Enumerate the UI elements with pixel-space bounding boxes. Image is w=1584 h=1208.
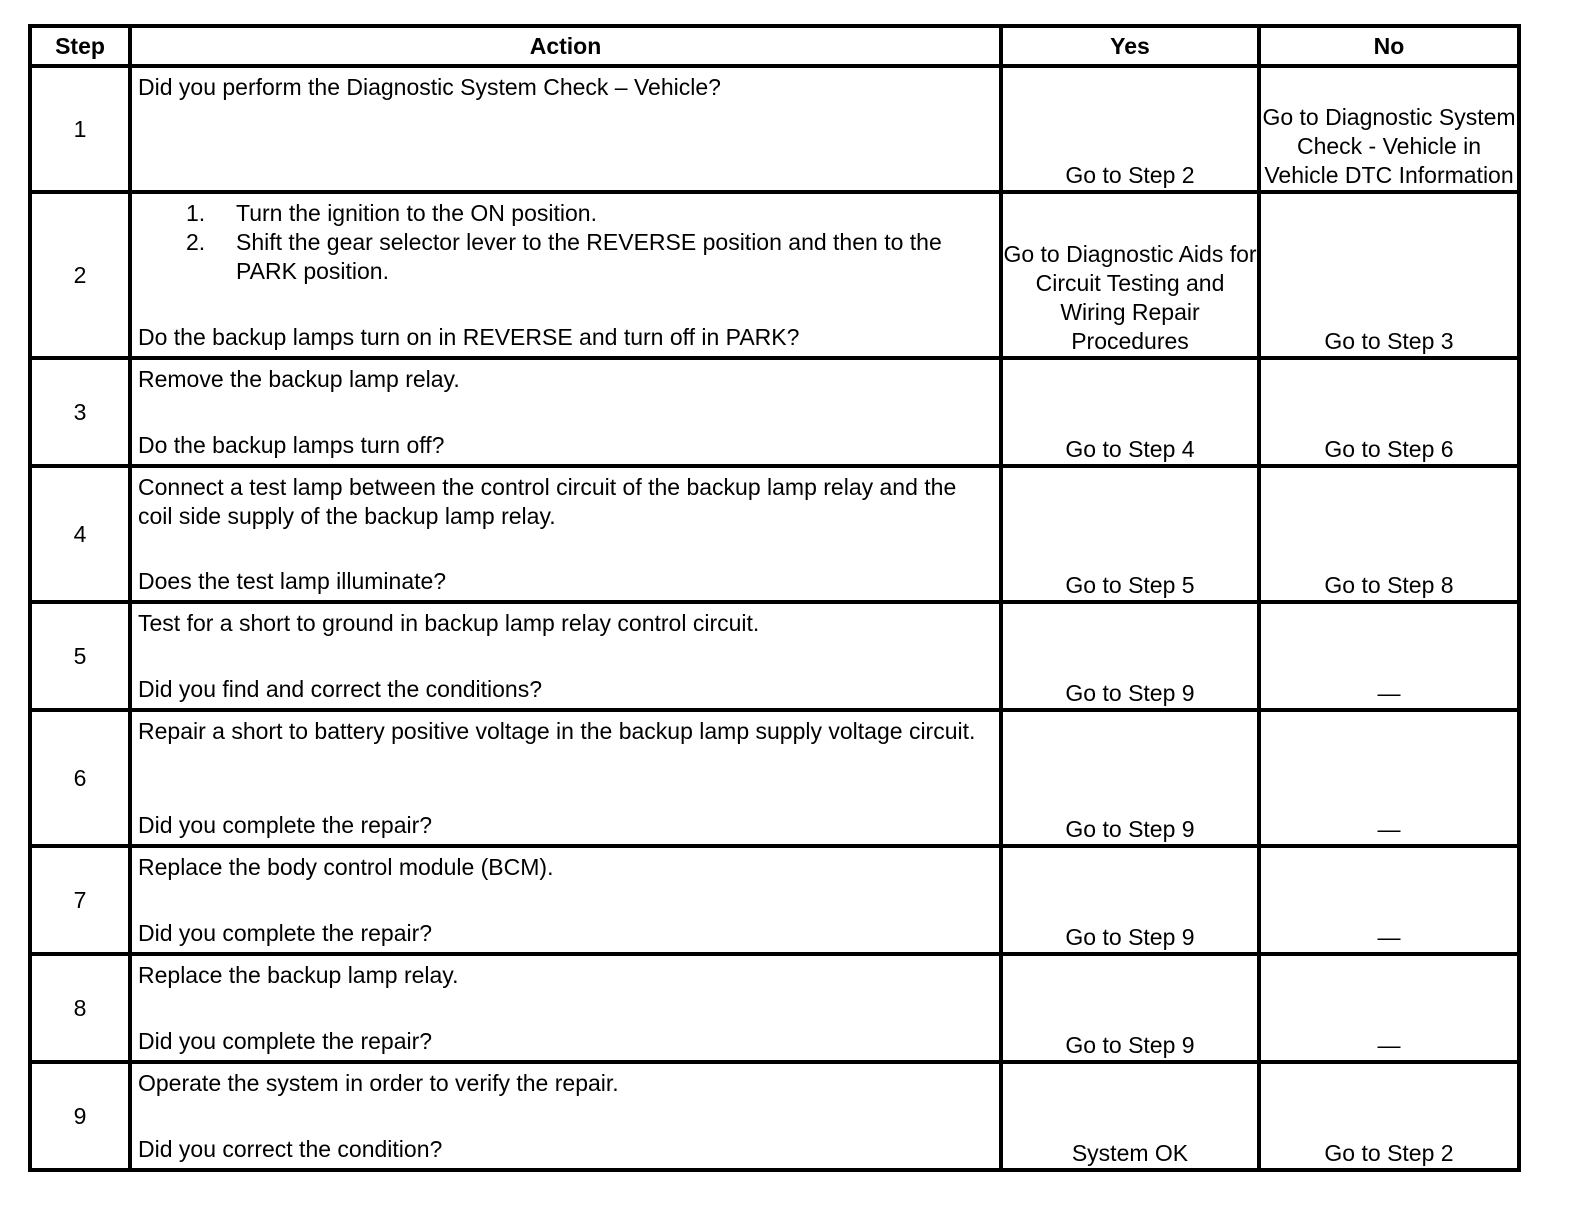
table-row <box>30 954 1519 1062</box>
diagnostic-table <box>28 24 1521 1172</box>
action-instruction: Connect a test lamp between the control circuit of the backup lamp relay and the coil side supply of the backup lamp relay. <box>138 474 957 529</box>
action-cell <box>130 192 1001 358</box>
action-question: Did you complete the repair? <box>138 812 433 838</box>
action-cell <box>130 466 1001 602</box>
action-question: Did you complete the repair? <box>138 1028 433 1054</box>
action-instruction: Remove the backup lamp relay. <box>138 366 460 392</box>
yes-cell: Go to Step 9 <box>1001 846 1259 954</box>
table-row <box>30 1062 1519 1170</box>
header-yes: Yes <box>1001 26 1259 66</box>
yes-cell: Go to Step 9 <box>1001 710 1259 846</box>
step-number: 5 <box>30 602 130 710</box>
no-cell: — <box>1259 846 1519 954</box>
step-number: 1 <box>30 66 130 192</box>
action-cell <box>130 602 1001 710</box>
yes-cell: Go to Step 2 <box>1001 66 1259 192</box>
no-cell: Go to Step 2 <box>1259 1062 1519 1170</box>
step-number: 4 <box>30 466 130 602</box>
action-list-item: Shift the gear selector lever to the REVERSE position and then to the PARK position. <box>236 229 942 284</box>
step-number: 7 <box>30 846 130 954</box>
no-cell: — <box>1259 954 1519 1062</box>
no-cell: Go to Step 8 <box>1259 466 1519 602</box>
action-question: Did you correct the condition? <box>138 1136 443 1162</box>
action-instruction: Operate the system in order to verify the repair. <box>138 1070 619 1096</box>
no-cell: Go to Step 3 <box>1259 192 1519 358</box>
header-step: Step <box>30 26 130 66</box>
no-cell: — <box>1259 602 1519 710</box>
action-cell <box>130 954 1001 1062</box>
diagnostic-table-container <box>28 24 1517 1196</box>
action-instruction: Repair a short to battery positive voltage in the backup lamp supply voltage circuit. <box>138 718 976 744</box>
action-instruction: Test for a short to ground in backup lamp relay control circuit. <box>138 610 760 636</box>
action-list <box>138 199 995 286</box>
action-question: Do the backup lamps turn off? <box>138 432 445 458</box>
action-cell <box>130 1062 1001 1170</box>
action-question: Did you complete the repair? <box>138 920 433 946</box>
step-number: 9 <box>30 1062 130 1170</box>
no-cell: Go to Step 6 <box>1259 358 1519 466</box>
action-instruction: Replace the backup lamp relay. <box>138 962 459 988</box>
action-cell <box>130 66 1001 192</box>
action-instruction: Replace the body control module (BCM). <box>138 854 554 880</box>
action-question: Did you find and correct the conditions? <box>138 676 543 702</box>
yes-cell: Go to Step 9 <box>1001 602 1259 710</box>
yes-cell: Go to Step 5 <box>1001 466 1259 602</box>
action-cell <box>130 358 1001 466</box>
step-number: 6 <box>30 710 130 846</box>
table-row <box>30 358 1519 466</box>
yes-cell: Go to Step 9 <box>1001 954 1259 1062</box>
table-row <box>30 602 1519 710</box>
table-row <box>30 192 1519 358</box>
header-action: Action <box>130 26 1001 66</box>
action-question: Do the backup lamps turn on in REVERSE and turn off in PARK? <box>138 324 800 350</box>
table-header-row <box>30 26 1519 66</box>
table-row <box>30 710 1519 846</box>
action-cell <box>130 710 1001 846</box>
no-cell: — <box>1259 710 1519 846</box>
action-cell <box>130 846 1001 954</box>
step-number: 2 <box>30 192 130 358</box>
action-question: Does the test lamp illuminate? <box>138 568 447 594</box>
table-row <box>30 846 1519 954</box>
action-list-item: Turn the ignition to the ON position. <box>236 200 597 226</box>
action-question: Did you perform the Diagnostic System Check – Vehicle? <box>138 74 721 100</box>
no-cell: Go to Diagnostic System Check - Vehicle in Vehicle DTC Information <box>1259 66 1519 192</box>
yes-cell: System OK <box>1001 1062 1259 1170</box>
step-number: 8 <box>30 954 130 1062</box>
step-number: 3 <box>30 358 130 466</box>
yes-cell: Go to Diagnostic Aids for Circuit Testing and Wiring Repair Procedures <box>1001 192 1259 358</box>
table-row <box>30 66 1519 192</box>
yes-cell: Go to Step 4 <box>1001 358 1259 466</box>
header-no: No <box>1259 26 1519 66</box>
table-row <box>30 466 1519 602</box>
